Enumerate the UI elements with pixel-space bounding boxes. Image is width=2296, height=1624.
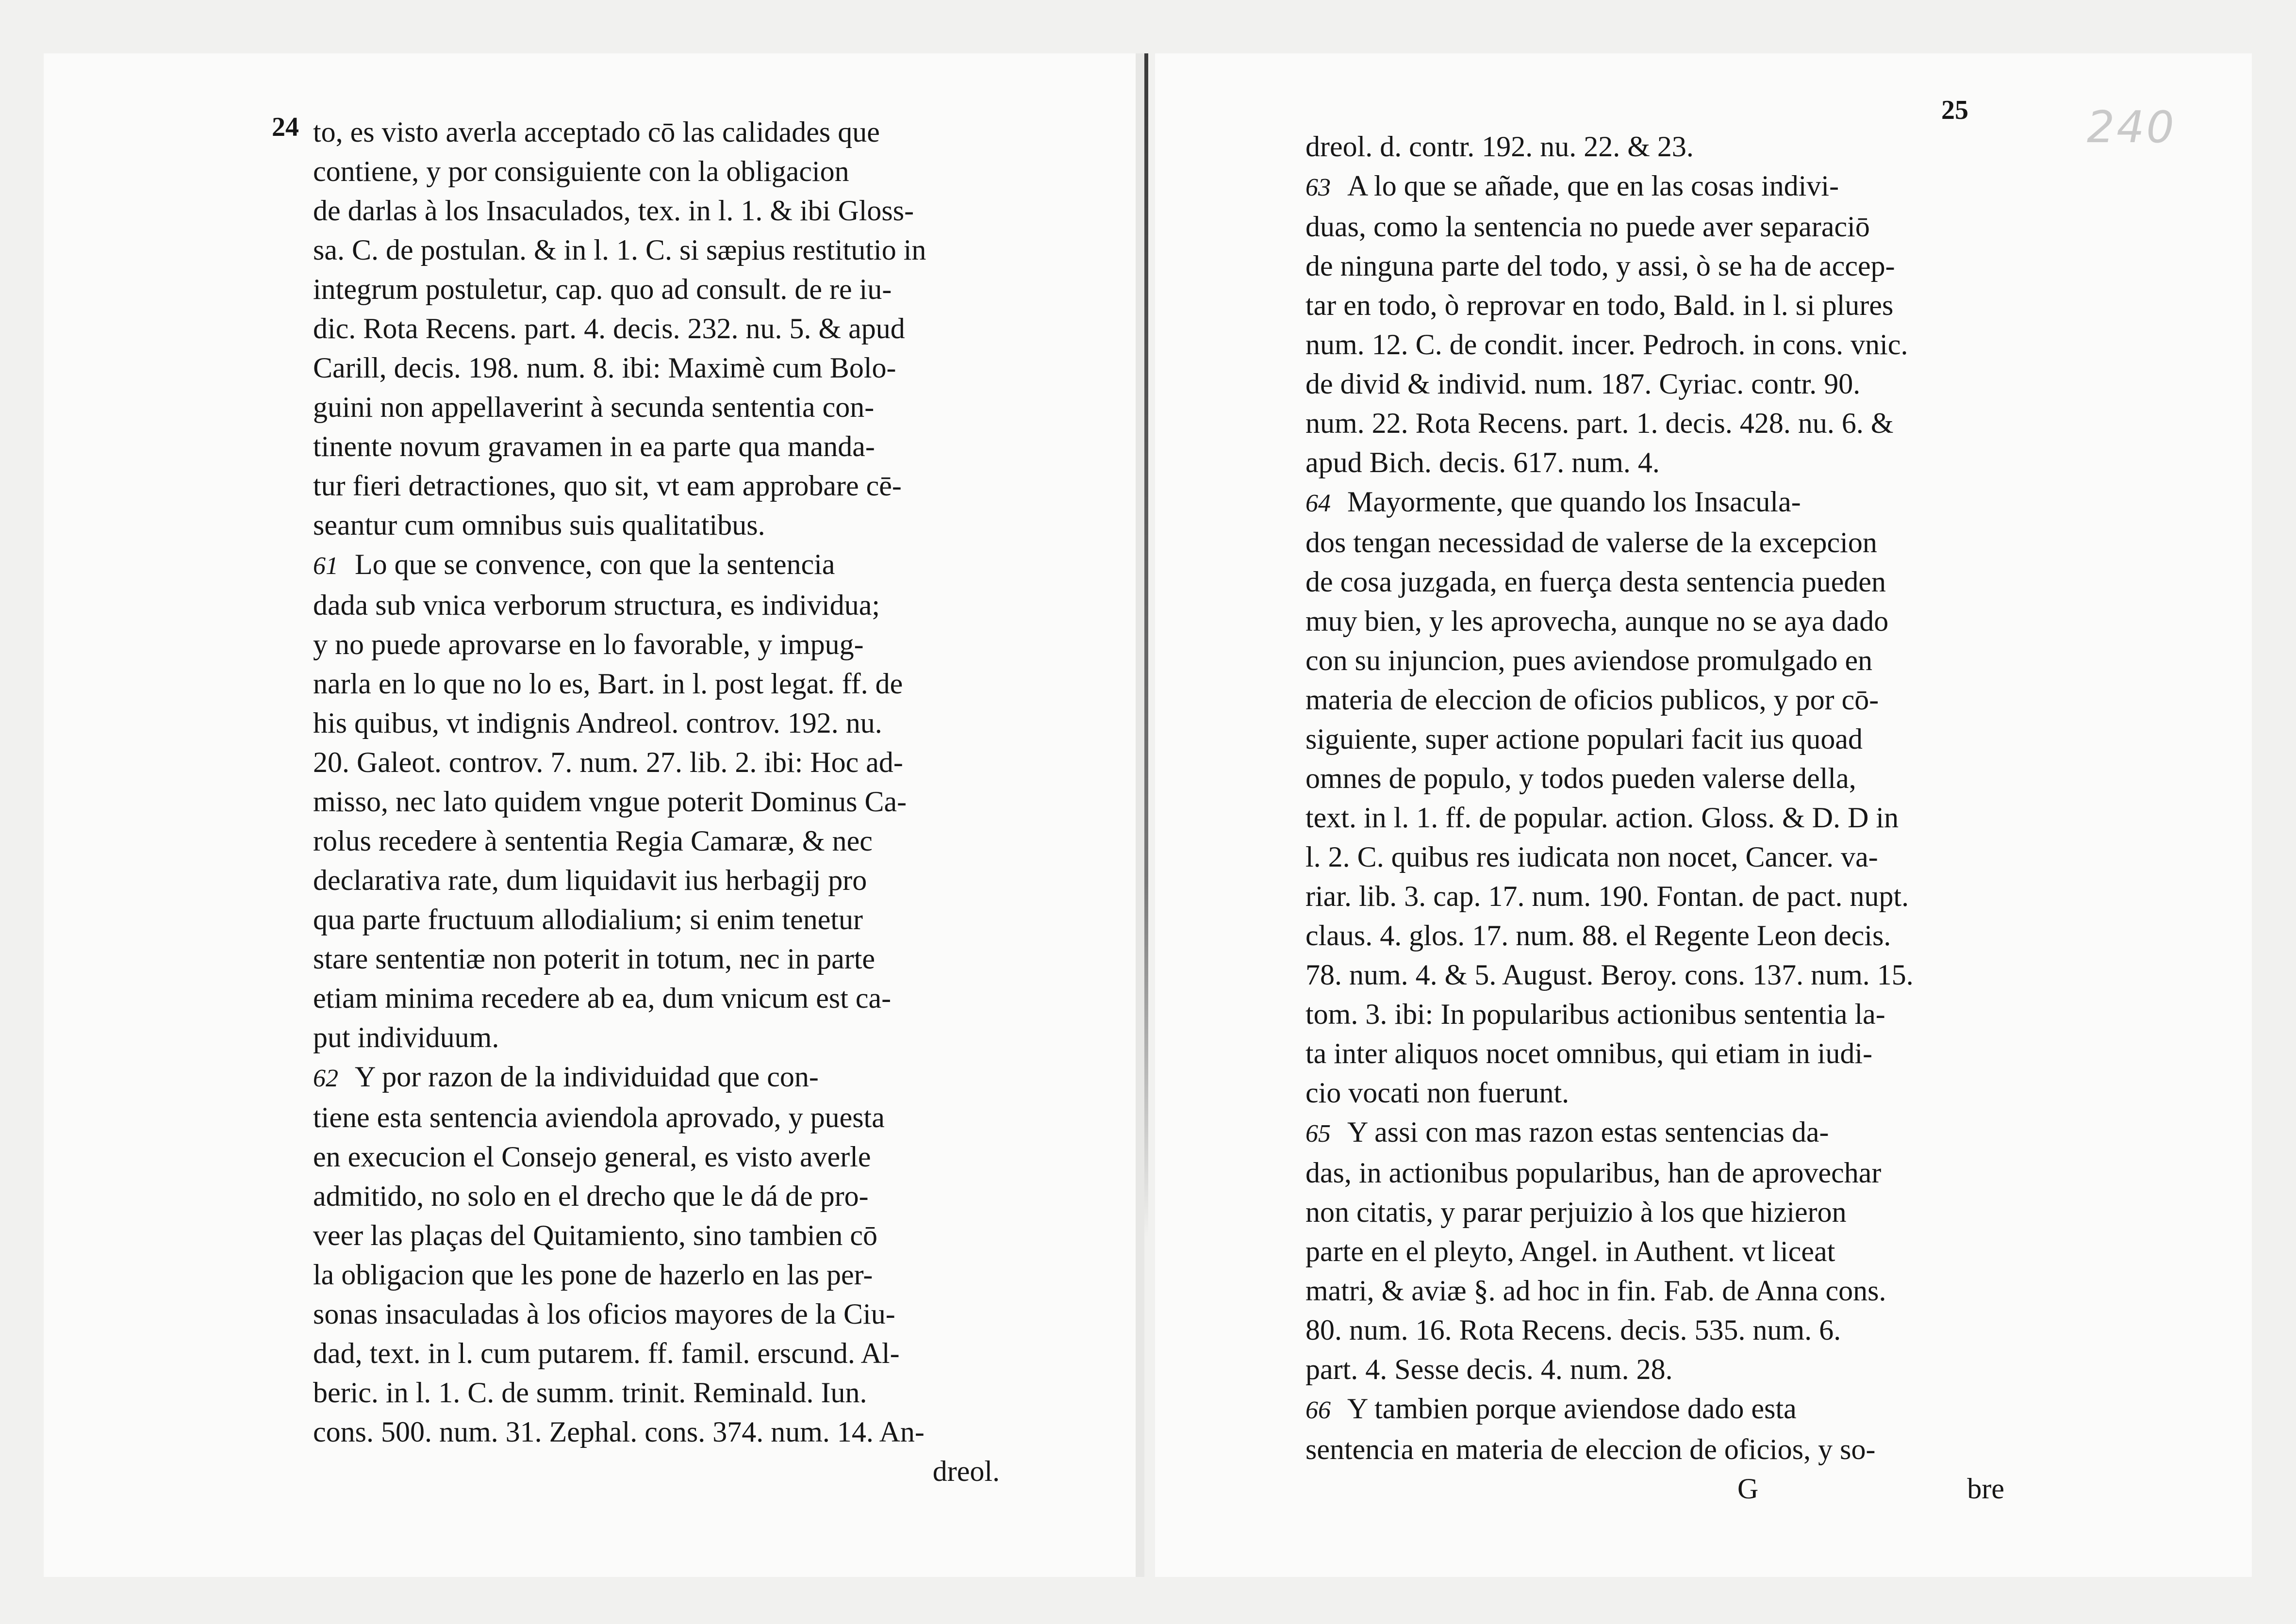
left-line-text: 20. Galeot. controv. 7. num. 27. lib. 2. ibi: Hoc ad- — [313, 746, 903, 778]
left-line-text: put individuum. — [313, 1021, 499, 1053]
left-line-text: tiene esta sentencia aviendola aprovado, y puesta — [313, 1101, 885, 1133]
left-text-line — [313, 152, 1000, 191]
left-line-text: misso, nec lato quidem vngue poterit Dominus Ca- — [313, 786, 907, 818]
left-line-text: dic. Rota Recens. part. 4. decis. 232. nu. 5. & apud — [313, 312, 905, 344]
left-line-text: cons. 500. num. 31. Zephal. cons. 374. num. 14. An- — [313, 1416, 925, 1448]
right-text-line — [1305, 443, 2004, 482]
right-line-text: matri, & aviæ §. ad hoc in fin. Fab. de Anna cons. — [1305, 1275, 1886, 1307]
left-text-line — [313, 1412, 1000, 1452]
left-paragraph-number: 62 — [313, 1065, 338, 1092]
right-line-text: 80. num. 16. Rota Recens. decis. 535. num. 6. — [1305, 1314, 1841, 1346]
right-text-line — [1305, 482, 2004, 523]
left-text-line — [313, 704, 1000, 743]
right-line-text: tar en todo, ò reprovar en todo, Bald. in l. si plures — [1305, 289, 1894, 321]
right-line-text: materia de eleccion de oficios publicos, y por cō- — [1305, 684, 1879, 716]
left-text-line — [313, 270, 1000, 309]
right-text-line — [1305, 286, 2004, 325]
left-text-line — [313, 1216, 1000, 1255]
right-text-line — [1305, 680, 2004, 720]
left-text-line — [313, 821, 1000, 861]
right-line-text: text. in l. 1. ff. de popular. action. Gloss. & D. D in — [1305, 802, 1899, 834]
left-text-line — [313, 545, 1000, 586]
right-paragraph-number: 65 — [1305, 1120, 1331, 1148]
right-line-text: claus. 4. glos. 17. num. 88. el Regente Leon decis. — [1305, 919, 1891, 951]
right-footer-line — [1305, 1469, 2004, 1509]
left-line-text: beric. in l. 1. C. de summ. trinit. Reminald. Iun. — [313, 1377, 867, 1409]
right-text-line — [1305, 127, 2004, 166]
right-line-text: Y tambien porque aviendose dado esta — [1347, 1393, 1797, 1425]
right-text-line — [1305, 404, 2004, 443]
right-text-line — [1305, 246, 2004, 286]
left-text-line — [313, 861, 1000, 900]
left-line-text: seantur cum omnibus suis qualitatibus. — [313, 509, 765, 541]
right-text-line — [1305, 955, 2004, 995]
right-line-text: Y assi con mas razon estas sentencias da- — [1347, 1116, 1829, 1148]
left-text-line — [313, 1057, 1000, 1098]
left-line-text: la obligacion que les pone de hazerlo en las per- — [313, 1259, 873, 1291]
right-line-text: A lo que se añade, que en las cosas indivi- — [1347, 170, 1839, 202]
right-text-line — [1305, 1113, 2004, 1153]
catchword: dreol. — [932, 1455, 1000, 1487]
right-line-text: dreol. d. contr. 192. nu. 22. & 23. — [1305, 131, 1694, 163]
left-text-line — [313, 1295, 1000, 1334]
left-line-text: narla en lo que no lo es, Bart. in l. post legat. ff. de — [313, 668, 903, 700]
archive-pencil-number: 240 — [2087, 102, 2176, 153]
left-text-line — [313, 743, 1000, 782]
right-line-text: cio vocati non fuerunt. — [1305, 1077, 1569, 1109]
left-text-line — [313, 1373, 1000, 1412]
left-line-text: etiam minima recedere ab ea, dum vnicum est ca- — [313, 982, 892, 1014]
right-text-line — [1305, 1350, 2004, 1389]
right-line-text: duas, como la sentencia no puede aver separaciō — [1305, 211, 1870, 243]
left-text-line — [313, 427, 1000, 466]
left-text-line — [313, 113, 1000, 152]
right-text-line — [1305, 759, 2004, 798]
left-line-text: guini non appellaverint à secunda sententia con- — [313, 391, 875, 423]
right-line-text: tom. 3. ibi: In popularibus actionibus sententia la- — [1305, 998, 1885, 1030]
left-text-line — [313, 1098, 1000, 1137]
left-text-line — [313, 939, 1000, 979]
right-text-line — [1305, 1232, 2004, 1271]
right-line-text: ta inter aliquos nocet omnibus, qui etiam in iudi- — [1305, 1037, 1873, 1069]
right-text-line — [1305, 995, 2004, 1034]
left-line-text: dada sub vnica verborum structura, es individua; — [313, 589, 880, 621]
left-text-line — [313, 586, 1000, 625]
right-paragraph-number: 63 — [1305, 174, 1331, 201]
left-line-text: stare sententiæ non poterit in totum, nec in parte — [313, 943, 875, 975]
right-line-text: omnes de populo, y todos pueden valerse della, — [1305, 762, 1856, 794]
right-line-text: apud Bich. decis. 617. num. 4. — [1305, 446, 1660, 478]
right-line-text: part. 4. Sesse decis. 4. num. 28. — [1305, 1353, 1673, 1385]
left-line-text: tinente novum gravamen in ea parte qua manda- — [313, 430, 875, 462]
right-text-line — [1305, 207, 2004, 246]
right-line-text: de divid & individ. num. 187. Cyriac. contr. 90. — [1305, 368, 1861, 400]
left-text-line — [313, 230, 1000, 270]
right-line-text: Mayormente, que quando los Insacula- — [1347, 486, 1801, 518]
right-text-line — [1305, 837, 2004, 877]
right-line-text: non citatis, y parar perjuizio à los que hizieron — [1305, 1196, 1847, 1228]
left-line-text: tur fieri detractiones, quo sit, vt eam approbare cē- — [313, 470, 902, 502]
right-text-line — [1305, 720, 2004, 759]
left-line-text: Lo que se convence, con que la sentencia — [355, 548, 835, 580]
right-line-text: num. 12. C. de condit. incer. Pedroch. in cons. vnic. — [1305, 328, 1908, 361]
right-text-line — [1305, 1271, 2004, 1311]
left-text-line — [313, 506, 1000, 545]
right-text-line — [1305, 1193, 2004, 1232]
right-line-text: con su injuncion, pues aviendose promulgado en — [1305, 644, 1873, 676]
right-text-line — [1305, 562, 2004, 602]
left-folio-number: 24 — [272, 112, 299, 142]
left-line-text: his quibus, vt indignis Andreol. controv. 192. nu. — [313, 707, 882, 739]
left-line-text: contiene, y por consiguiente con la obligacion — [313, 155, 849, 187]
right-text-line — [1305, 641, 2004, 680]
right-paragraph-number: 64 — [1305, 490, 1331, 517]
signature-mark: G — [1737, 1473, 1759, 1505]
left-line-text: de darlas à los Insaculados, tex. in l. 1. & ibi Gloss- — [313, 195, 914, 227]
left-text-line — [313, 782, 1000, 821]
right-text-line — [1305, 364, 2004, 404]
left-text-line — [313, 664, 1000, 704]
left-text-line — [313, 1177, 1000, 1216]
right-text-line — [1305, 325, 2004, 364]
page-fold-shadow — [1136, 53, 1144, 1577]
left-line-text: dad, text. in l. cum putarem. ff. famil. erscund. Al- — [313, 1337, 900, 1369]
right-text-line — [1305, 1153, 2004, 1193]
right-text-line — [1305, 1430, 2004, 1469]
right-line-text: de cosa juzgada, en fuerça desta sentencia pueden — [1305, 566, 1886, 598]
left-line-text: integrum postuletur, cap. quo ad consult. de re iu- — [313, 273, 892, 305]
right-text-line — [1305, 798, 2004, 837]
left-text-line — [313, 900, 1000, 939]
right-line-text: riar. lib. 3. cap. 17. num. 190. Fontan. de pact. nupt. — [1305, 880, 1909, 912]
right-line-text: sentencia en materia de eleccion de oficios, y so- — [1305, 1433, 1876, 1465]
left-line-text: y no puede aprovarse en lo favorable, y impug- — [313, 628, 864, 660]
catchword: bre — [1967, 1473, 2004, 1505]
book-gutter — [1144, 53, 1148, 1237]
left-line-text: sa. C. de postulan. & in l. 1. C. si sæpius restitutio in — [313, 234, 926, 266]
right-text-line — [1305, 1311, 2004, 1350]
right-folio-number: 25 — [1941, 95, 1968, 125]
left-line-text: en execucion el Consejo general, es visto averle — [313, 1141, 871, 1173]
right-paragraph-number: 66 — [1305, 1396, 1331, 1424]
left-line-text: to, es visto averla acceptado cō las calidades que — [313, 116, 880, 148]
left-text-line — [313, 388, 1000, 427]
right-text-line — [1305, 916, 2004, 955]
left-paragraph-number: 61 — [313, 552, 338, 580]
right-text-line — [1305, 523, 2004, 562]
left-line-text: rolus recedere à sententia Regia Camaræ, & nec — [313, 825, 873, 857]
right-text-line — [1305, 166, 2004, 207]
right-text-line — [1305, 1073, 2004, 1113]
right-line-text: siguiente, super actione populari facit ius quoad — [1305, 723, 1863, 755]
right-text-line — [1305, 1389, 2004, 1430]
right-line-text: l. 2. C. quibus res iudicata non nocet, Cancer. va- — [1305, 841, 1878, 873]
left-line-text: Y por razon de la individuidad que con- — [355, 1061, 819, 1093]
right-text-line — [1305, 602, 2004, 641]
left-line-text: Carill, decis. 198. num. 8. ibi: Maximè cum Bolo- — [313, 352, 896, 384]
left-line-text: admitido, no solo en el drecho que le dá de pro- — [313, 1180, 869, 1212]
right-line-text: de ninguna parte del todo, y assi, ò se ha de accep- — [1305, 250, 1895, 282]
right-line-text: num. 22. Rota Recens. part. 1. decis. 428. nu. 6. & — [1305, 407, 1894, 439]
right-line-text: 78. num. 4. & 5. August. Beroy. cons. 137. num. 15. — [1305, 959, 1914, 991]
left-text-line — [313, 979, 1000, 1018]
left-line-text: veer las plaças del Quitamiento, sino tambien cō — [313, 1219, 877, 1251]
right-line-text: dos tengan necessidad de valerse de la excepcion — [1305, 526, 1877, 558]
left-line-text: sonas insaculadas à los oficios mayores de la Ciu- — [313, 1298, 895, 1330]
left-text-line — [313, 1334, 1000, 1373]
left-text-line — [313, 466, 1000, 506]
left-text-line — [313, 1137, 1000, 1177]
right-text-line — [1305, 1034, 2004, 1073]
left-line-text: qua parte fructuum allodialium; si enim tenetur — [313, 903, 863, 935]
left-line-text: declarativa rate, dum liquidavit ius herbagij pro — [313, 864, 867, 896]
right-line-text: muy bien, y les aprovecha, aunque no se aya dado — [1305, 605, 1889, 637]
left-text-line — [313, 1018, 1000, 1057]
left-text-line — [313, 191, 1000, 230]
left-text-line — [313, 348, 1000, 388]
left-text-line — [313, 309, 1000, 348]
left-page-text — [313, 113, 1000, 1491]
right-text-line — [1305, 877, 2004, 916]
right-line-text: das, in actionibus popularibus, han de aprovechar — [1305, 1157, 1882, 1189]
left-text-line — [313, 625, 1000, 664]
right-page-text — [1305, 127, 2004, 1509]
left-text-line — [313, 1255, 1000, 1295]
right-line-text: parte en el pleyto, Angel. in Authent. vt liceat — [1305, 1235, 1835, 1267]
